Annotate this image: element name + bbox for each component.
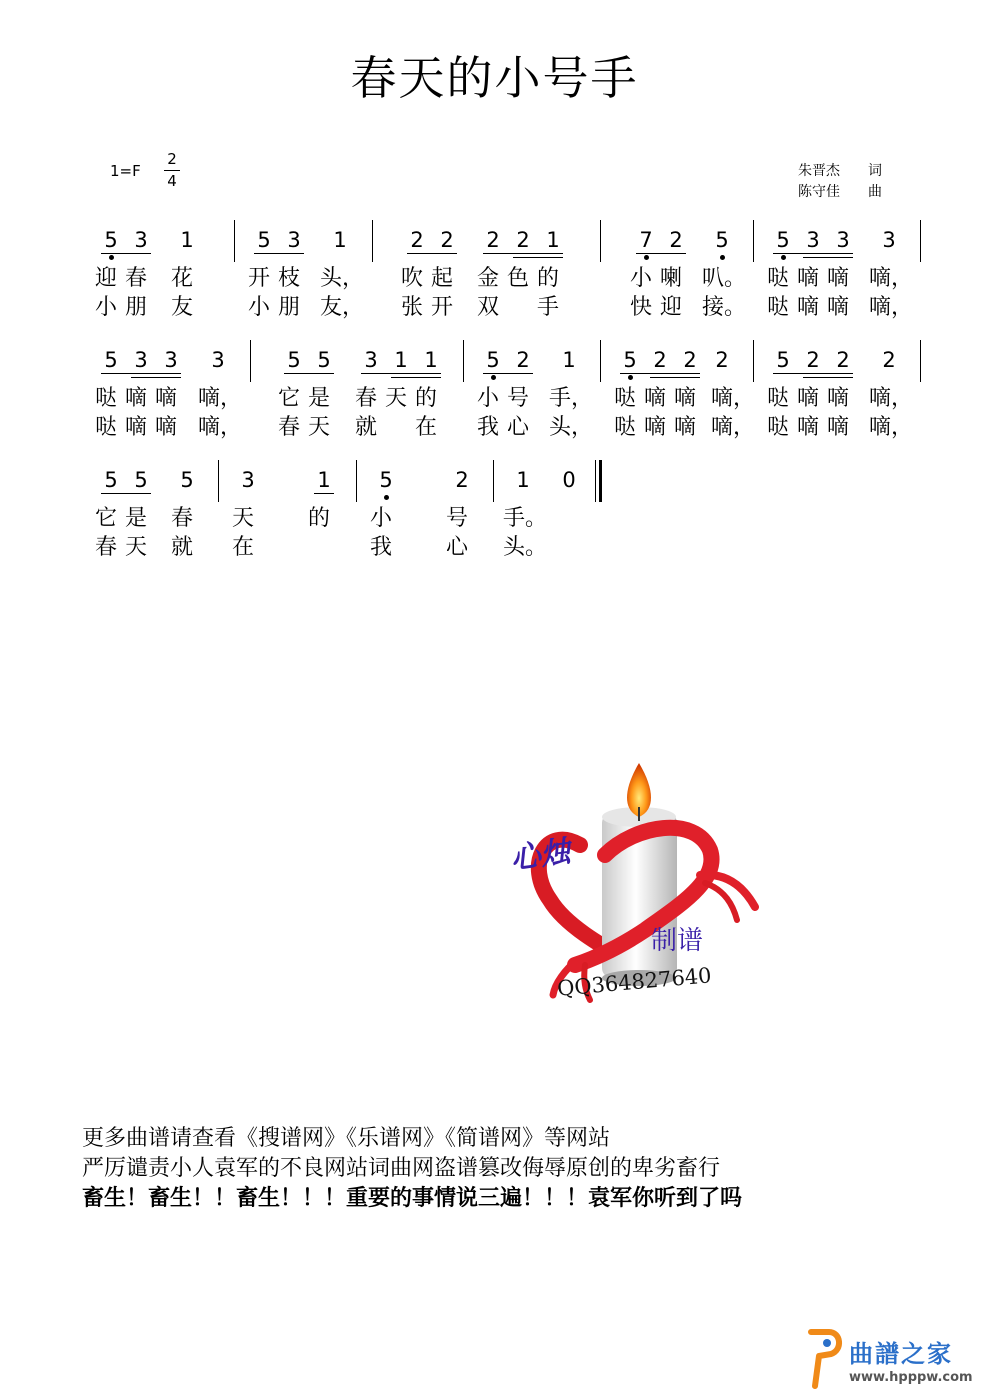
- composer-name: 陈守佳: [798, 184, 840, 200]
- note: 2: [440, 228, 454, 252]
- lyricist-name: 朱晋杰: [798, 163, 840, 179]
- note: 2: [410, 228, 424, 252]
- lyric-syllable: 嘀，: [711, 386, 756, 411]
- lyric-syllable: 号: [445, 506, 468, 531]
- note: 5: [104, 228, 118, 252]
- lyric-syllable: 喇: [659, 266, 682, 291]
- final-barline-thin: [595, 460, 596, 502]
- lyric-syllable: 头，: [320, 266, 365, 291]
- note: 1: [180, 228, 194, 252]
- note: 1: [562, 348, 576, 372]
- lyric-syllable: 嘀: [796, 295, 819, 320]
- lyric-syllable: 小: [247, 295, 270, 320]
- lyric-syllable: 哒: [94, 386, 117, 411]
- time-signature: [164, 150, 180, 191]
- note: 2: [806, 348, 820, 372]
- lyricist-role: 词: [868, 163, 882, 179]
- lyric-syllable: 嘀，: [869, 266, 914, 291]
- beam: [284, 373, 334, 374]
- lyric-syllable: 心: [445, 535, 468, 560]
- lyric-syllable: 春: [277, 415, 300, 440]
- note: 3: [806, 228, 820, 252]
- beam: [803, 377, 853, 378]
- site-name: 曲譜之家: [849, 1340, 953, 1368]
- lyric-syllable: 天: [124, 535, 147, 560]
- lyric-syllable: 金: [476, 266, 499, 291]
- beam: [636, 253, 686, 254]
- lyric-syllable: 迎: [94, 266, 117, 291]
- note: 2: [516, 228, 530, 252]
- lyric-syllable: 春: [124, 266, 147, 291]
- lyric-syllable: 哒: [613, 386, 636, 411]
- note: 1: [333, 228, 347, 252]
- lyric-syllable: 吹: [400, 266, 423, 291]
- note: 2: [715, 348, 729, 372]
- lyric-syllable: 嘀: [673, 386, 696, 411]
- lyric-syllable: 嘀，: [711, 415, 756, 440]
- time-bar: [164, 170, 180, 171]
- lyric-syllable: 嘀: [673, 415, 696, 440]
- beam: [101, 373, 181, 374]
- low-octave-dot: [628, 375, 633, 380]
- lyric-syllable: 嘀: [124, 415, 147, 440]
- note: 3: [164, 348, 178, 372]
- low-octave-dot: [109, 255, 114, 260]
- time-bottom: 4: [167, 172, 177, 190]
- lyric-syllable: 哒: [613, 415, 636, 440]
- lyric-syllable: 快: [629, 295, 652, 320]
- lyric-syllable: 嘀: [826, 295, 849, 320]
- note: 5: [623, 348, 637, 372]
- score-system-3: [0, 465, 989, 560]
- note: 5: [134, 468, 148, 492]
- composer-role: 曲: [868, 184, 882, 200]
- note: 3: [134, 228, 148, 252]
- barline: [218, 460, 219, 502]
- note: 3: [211, 348, 225, 372]
- note: 2: [882, 348, 896, 372]
- beam: [391, 377, 441, 378]
- lyric-syllable: 嘀: [154, 386, 177, 411]
- lyric-syllable: 枝: [277, 266, 300, 291]
- lyric-syllable: 哒: [766, 295, 789, 320]
- lyric-syllable: 迎: [659, 295, 682, 320]
- low-octave-dot: [781, 255, 786, 260]
- lyric-syllable: 嘀，: [869, 295, 914, 320]
- note: 5: [257, 228, 271, 252]
- note: 2: [653, 348, 667, 372]
- note: 5: [104, 468, 118, 492]
- notice-line-3: 畜生！畜生！！畜生！！！重要的事情说三遍！！！袁军你听到了吗: [82, 1186, 743, 1211]
- lyric-syllable: 双: [476, 295, 499, 320]
- barline: [600, 340, 601, 382]
- lyric-syllable: 它: [94, 506, 117, 531]
- lyric-syllable: 是: [307, 386, 330, 411]
- lyric-syllable: 是: [124, 506, 147, 531]
- lyric-syllable: 春: [354, 386, 377, 411]
- barline: [234, 220, 235, 262]
- lyric-syllable: 友: [170, 295, 193, 320]
- beam: [361, 373, 441, 374]
- lyric-syllable: 朋: [277, 295, 300, 320]
- note: 5: [317, 348, 331, 372]
- note: 5: [715, 228, 729, 252]
- lyric-syllable: 开: [430, 295, 453, 320]
- lyric-syllable: 小: [369, 506, 392, 531]
- note: 3: [134, 348, 148, 372]
- low-octave-dot: [491, 375, 496, 380]
- note: 3: [882, 228, 896, 252]
- low-octave-dot: [644, 255, 649, 260]
- beam: [131, 377, 181, 378]
- barline: [463, 340, 464, 382]
- lyric-syllable: 嘀: [154, 415, 177, 440]
- barline: [372, 220, 373, 262]
- note: 7: [639, 228, 653, 252]
- lyric-syllable: 手。: [503, 506, 548, 531]
- note: 1: [424, 348, 438, 372]
- note: 2: [669, 228, 683, 252]
- time-top: 2: [167, 150, 177, 168]
- lyric-syllable: 手，: [549, 386, 594, 411]
- notice-line-1: 更多曲谱请查看《搜谱网》《乐谱网》《简谱网》等网站: [82, 1126, 611, 1151]
- lyric-syllable: 我: [476, 415, 499, 440]
- lyric-syllable: 嘀: [643, 386, 666, 411]
- lyric-syllable: 嘀: [796, 386, 819, 411]
- final-barline-thick: [599, 460, 602, 502]
- logo-qq: QQ364827640: [556, 963, 713, 1001]
- barline: [753, 220, 754, 262]
- lyric-syllable: 嘀，: [198, 386, 243, 411]
- lyric-syllable: 天: [384, 386, 407, 411]
- beam: [803, 257, 853, 258]
- lyric-syllable: 就: [354, 415, 377, 440]
- barline: [753, 340, 754, 382]
- lyric-syllable: 朋: [124, 295, 147, 320]
- low-octave-dot: [720, 255, 725, 260]
- lyric-syllable: 春: [170, 506, 193, 531]
- lyric-syllable: 头，: [549, 415, 594, 440]
- note: 5: [180, 468, 194, 492]
- lyric-syllable: 的: [307, 506, 330, 531]
- barline: [600, 220, 601, 262]
- beam: [773, 373, 853, 374]
- lyric-syllable: 嘀: [826, 266, 849, 291]
- barline: [920, 340, 921, 382]
- lyric-syllable: 春: [94, 535, 117, 560]
- low-octave-dot: [384, 495, 389, 500]
- lyric-syllable: 嘀: [796, 415, 819, 440]
- lyric-syllable: 开: [247, 266, 270, 291]
- note: 2: [455, 468, 469, 492]
- site-url: www.hpppw.com: [849, 1370, 973, 1385]
- score-system-1: [0, 225, 989, 320]
- note: 5: [776, 228, 790, 252]
- lyric-syllable: 张: [400, 295, 423, 320]
- beam: [483, 373, 533, 374]
- key-signature: 1=F: [110, 162, 141, 180]
- beam: [101, 493, 151, 494]
- lyric-syllable: 头。: [503, 535, 548, 560]
- note: 3: [287, 228, 301, 252]
- lyric-syllable: 的: [414, 386, 437, 411]
- lyric-syllable: 在: [231, 535, 254, 560]
- lyric-syllable: 嘀，: [198, 415, 243, 440]
- score-system-2: [0, 345, 989, 440]
- lyric-syllable: 嘀，: [869, 386, 914, 411]
- note: 0: [562, 468, 576, 492]
- lyric-syllable: 小: [476, 386, 499, 411]
- note: 5: [287, 348, 301, 372]
- note: 5: [104, 348, 118, 372]
- barline: [920, 220, 921, 262]
- logo-name: 心烛: [508, 833, 573, 877]
- note: 2: [486, 228, 500, 252]
- note: 3: [241, 468, 255, 492]
- beam: [101, 253, 151, 254]
- lyric-syllable: 叭。: [702, 266, 747, 291]
- lyric-syllable: 哒: [766, 386, 789, 411]
- logo-made: 制谱: [651, 926, 704, 956]
- lyric-syllable: 嘀: [826, 386, 849, 411]
- lyric-syllable: 小: [629, 266, 652, 291]
- beam: [620, 373, 700, 374]
- beam: [407, 253, 457, 254]
- beam: [254, 253, 304, 254]
- lyric-syllable: 色: [506, 266, 529, 291]
- lyric-syllable: 嘀: [643, 415, 666, 440]
- beam: [650, 377, 700, 378]
- lyric-syllable: 心: [506, 415, 529, 440]
- lyric-syllable: 天: [231, 506, 254, 531]
- note: 5: [776, 348, 790, 372]
- notice-line-2: 严厉谴责小人袁军的不良网站词曲网盗谱篡改侮辱原创的卑劣畜行: [82, 1156, 721, 1181]
- lyric-syllable: 起: [430, 266, 453, 291]
- lyric-syllable: 哒: [766, 266, 789, 291]
- lyric-syllable: 哒: [94, 415, 117, 440]
- lyric-syllable: 友，: [320, 295, 365, 320]
- note: 5: [379, 468, 393, 492]
- note: 2: [836, 348, 850, 372]
- lyric-syllable: 接。: [702, 295, 747, 320]
- note: 1: [516, 468, 530, 492]
- lyric-syllable: 天: [307, 415, 330, 440]
- page-title: 春天的小号手: [350, 51, 639, 105]
- lyric-syllable: 的: [536, 266, 559, 291]
- site-logo: [805, 1328, 985, 1396]
- lyric-syllable: 哒: [766, 415, 789, 440]
- lyric-syllable: 手: [536, 295, 559, 320]
- lyric-syllable: 嘀: [124, 386, 147, 411]
- note: 1: [317, 468, 331, 492]
- note: 5: [486, 348, 500, 372]
- lyric-syllable: 号: [506, 386, 529, 411]
- candle-watermark: [505, 755, 770, 1010]
- lyric-syllable: 嘀: [796, 266, 819, 291]
- barline: [493, 460, 494, 502]
- barline: [250, 340, 251, 382]
- lyric-syllable: 我: [369, 535, 392, 560]
- lyric-syllable: 就: [170, 535, 193, 560]
- note: 3: [836, 228, 850, 252]
- beam: [314, 493, 334, 494]
- site-logo-icon: [805, 1328, 847, 1390]
- lyric-syllable: 嘀: [826, 415, 849, 440]
- note: 1: [394, 348, 408, 372]
- note: 2: [683, 348, 697, 372]
- lyric-syllable: 它: [277, 386, 300, 411]
- lyric-syllable: 小: [94, 295, 117, 320]
- beam: [773, 253, 853, 254]
- beam: [513, 257, 563, 258]
- note: 1: [546, 228, 560, 252]
- lyric-syllable: 花: [170, 266, 193, 291]
- note: 2: [516, 348, 530, 372]
- lyric-syllable: 在: [414, 415, 437, 440]
- barline: [356, 460, 357, 502]
- beam: [483, 253, 563, 254]
- lyric-syllable: 嘀，: [869, 415, 914, 440]
- note: 3: [364, 348, 378, 372]
